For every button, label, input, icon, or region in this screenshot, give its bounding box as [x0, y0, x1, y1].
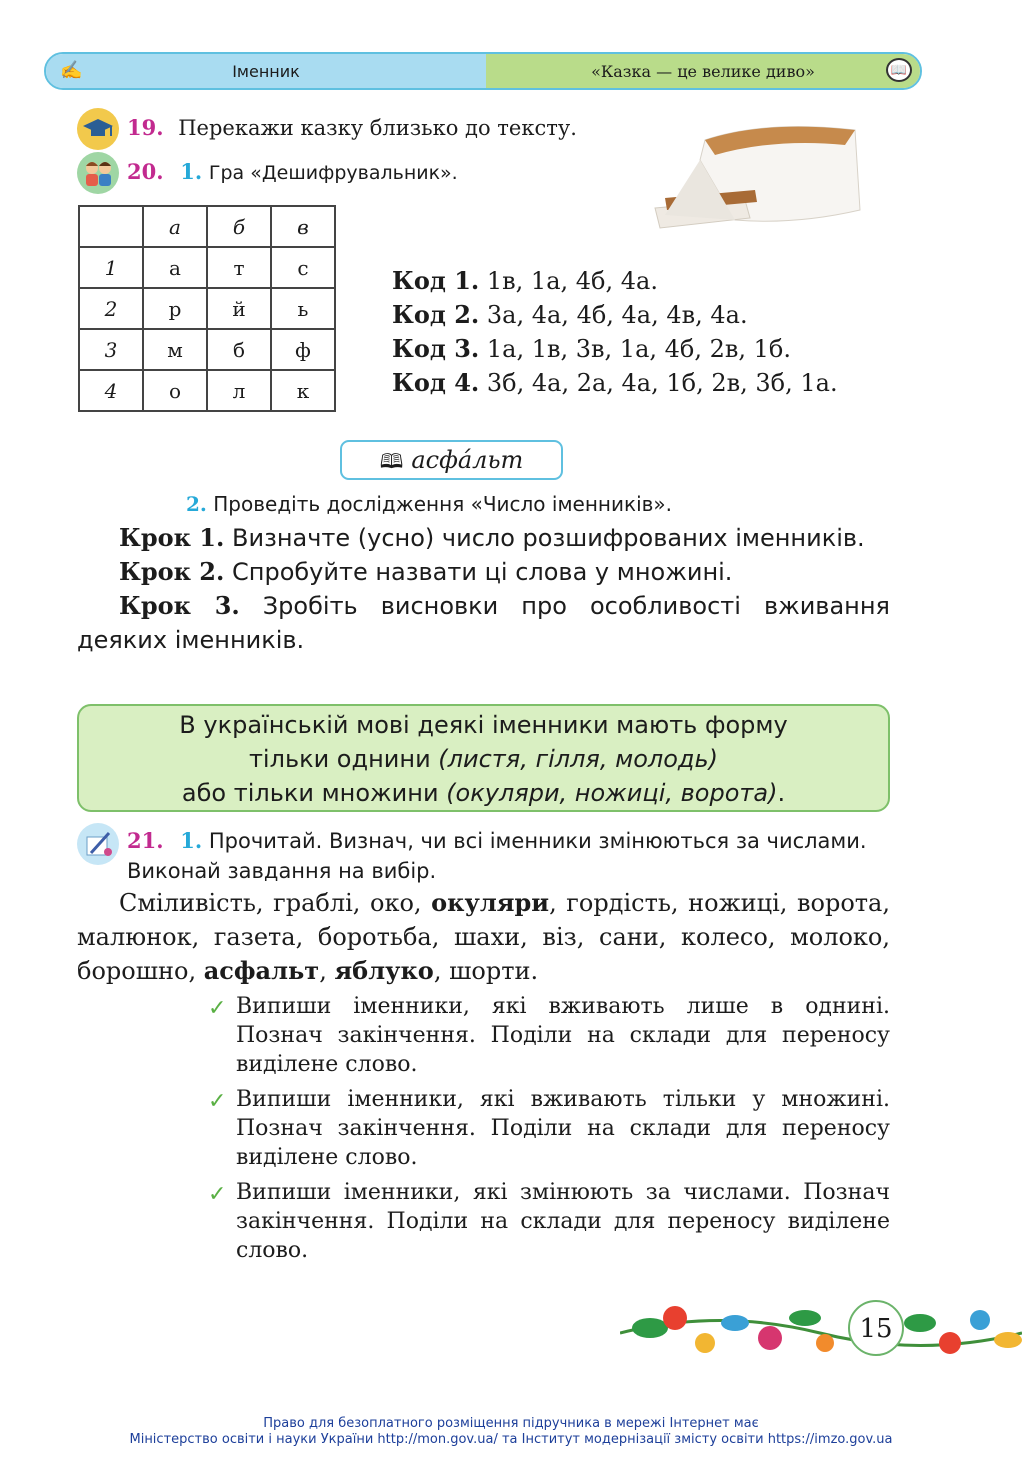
- words-plain: , шорти.: [433, 957, 539, 985]
- table-row: [79, 288, 335, 329]
- chapter-title: «Казка — це велике диво»: [591, 61, 815, 81]
- table-header-row: [79, 206, 335, 247]
- table-cell: а: [143, 247, 207, 288]
- instruction-text: Проведіть дослідження «Число іменників».: [213, 492, 673, 516]
- table-cell: т: [207, 247, 271, 288]
- options-list: [208, 992, 890, 1265]
- task-text: Прочитай. Визнач, чи всі іменники змінюються за числами. Виконай завдання на вибір.: [127, 829, 867, 883]
- highlighted-word: окуляри: [431, 888, 550, 917]
- table-cell: р: [143, 288, 207, 329]
- header-bar: [44, 52, 922, 90]
- rule-end: .: [777, 779, 786, 807]
- step-text: Визначте (усно) число розшифрованих іменників.: [232, 524, 865, 552]
- task-21: [127, 826, 890, 886]
- task-number: 20.: [127, 159, 164, 184]
- step-text: Зробіть висновки про особливості вживання деяких іменників.: [77, 592, 890, 654]
- word-list: [77, 886, 890, 988]
- rule-text: або тільки множини: [181, 779, 447, 807]
- footer-line-2: Міністерство освіти і науки України http://mon.gov.ua/ та Інститут модернізації змісту освіти https://imzo.gov.ua: [129, 1432, 893, 1447]
- header-left: [46, 54, 486, 88]
- code-label: Код 2.: [392, 300, 480, 329]
- floral-ornament: [620, 1288, 1022, 1378]
- task-text: Гра «Дешифрувальник».: [208, 162, 458, 184]
- task-number: 19.: [127, 115, 164, 140]
- step-label: Крок 1.: [119, 523, 225, 552]
- codes-list: [392, 264, 838, 400]
- table-header-cell: а: [143, 206, 207, 247]
- words-plain: ,: [319, 957, 335, 985]
- rule-box: [77, 704, 890, 812]
- checkmark-icon: ✓: [208, 996, 227, 1021]
- sub-task-number: 2.: [186, 492, 207, 516]
- bread-illustration: [645, 100, 870, 240]
- task-20: [127, 156, 458, 189]
- words-plain: Сміливість, граблі, око,: [119, 889, 432, 917]
- option-text: Випиши іменники, які вживають тільки у множині. Познач закінчення. Поділи на склади для переносу виділене слово.: [236, 1087, 890, 1170]
- table-row: [79, 370, 335, 411]
- task-19: [127, 112, 577, 144]
- rule-examples: (окуляри, ножиці, ворота): [446, 779, 778, 807]
- step-2: [77, 555, 890, 589]
- rule-line-1: В українській мові деякі іменники мають форму: [179, 711, 788, 739]
- option-item: [208, 1178, 890, 1265]
- steps-block: [77, 521, 890, 657]
- row-number-cell: 2: [79, 288, 143, 329]
- row-number-cell: 1: [79, 247, 143, 288]
- option-item: [208, 1085, 890, 1172]
- part-2-instruction: [186, 492, 672, 516]
- rule-line-2: [79, 742, 888, 776]
- pair-work-icon: [77, 152, 119, 194]
- page-number: 15: [848, 1300, 904, 1356]
- sub-task-number: 1.: [180, 828, 203, 853]
- rule-examples: (листя, гілля, молодь): [438, 745, 719, 773]
- table-cell: с: [271, 247, 335, 288]
- row-number-cell: 4: [79, 370, 143, 411]
- table-cell: й: [207, 288, 271, 329]
- option-text: Випиши іменники, які змінюють за числами. Познач закінчення. Поділи на склади для переносу виділене слово.: [236, 1180, 890, 1263]
- section-title: Іменник: [232, 61, 300, 81]
- checkmark-icon: ✓: [208, 1182, 227, 1207]
- dictionary-word-box: [340, 440, 563, 480]
- cipher-table: [78, 205, 336, 412]
- step-label: Крок 3.: [119, 591, 240, 620]
- table-header-cell: в: [271, 206, 335, 247]
- table-cell: о: [143, 370, 207, 411]
- rule-text: тільки однини: [248, 745, 439, 773]
- open-book-icon: 🕮: [379, 449, 404, 473]
- code-line: [392, 332, 838, 366]
- code-label: Код 4.: [392, 368, 480, 397]
- table-header-cell: [79, 206, 143, 247]
- table-cell: к: [271, 370, 335, 411]
- code-value: 3б, 4а, 2а, 4а, 1б, 2в, 3б, 1а.: [486, 369, 838, 397]
- checkmark-icon: ✓: [208, 1089, 227, 1114]
- table-cell: м: [143, 329, 207, 370]
- highlighted-word: яблуко: [334, 956, 434, 985]
- table-header-cell: б: [207, 206, 271, 247]
- table-row: [79, 247, 335, 288]
- table-cell: ь: [271, 288, 335, 329]
- dictionary-word: асфа́льт: [411, 446, 524, 474]
- highlighted-word: асфальт: [203, 956, 320, 985]
- task-text: Перекажи казку близько до тексту.: [178, 116, 577, 140]
- words-plain: , гордість, ножиці, ворота, малюнок, газета, боротьба, шахи, віз, сани, колесо, молоко, борошно,: [77, 889, 890, 985]
- pen-icon: ✍: [60, 60, 83, 81]
- step-text: Спробуйте назвати ці слова у множині.: [232, 558, 733, 586]
- task-number: 21.: [127, 828, 164, 853]
- table-row: [79, 329, 335, 370]
- code-label: Код 1.: [392, 266, 480, 295]
- option-item: [208, 992, 890, 1079]
- code-value: 1а, 1в, 3в, 1а, 4б, 2в, 1б.: [486, 335, 792, 363]
- graduation-cap-icon: [77, 108, 119, 150]
- rule-line-3: [79, 776, 888, 810]
- table-cell: б: [207, 329, 271, 370]
- step-1: [77, 521, 890, 555]
- code-line: [392, 264, 838, 298]
- writing-icon: [77, 823, 119, 865]
- book-icon: 📖: [886, 58, 912, 82]
- table-cell: ф: [271, 329, 335, 370]
- step-3: [77, 589, 890, 657]
- option-text: Випиши іменники, які вживають лише в однині. Познач закінчення. Поділи на склади для переносу виділене слово.: [236, 994, 890, 1077]
- code-label: Код 3.: [392, 334, 480, 363]
- sub-task-number: 1.: [180, 159, 203, 184]
- table-cell: л: [207, 370, 271, 411]
- header-right: [486, 54, 920, 88]
- row-number-cell: 3: [79, 329, 143, 370]
- code-value: 1в, 1а, 4б, 4а.: [486, 267, 658, 295]
- code-value: 3а, 4а, 4б, 4а, 4в, 4а.: [486, 301, 748, 329]
- footer-line-1: Право для безоплатного розміщення підручника в мережі Інтернет має: [263, 1416, 759, 1431]
- code-line: [392, 366, 838, 400]
- code-line: [392, 298, 838, 332]
- step-label: Крок 2.: [119, 557, 225, 586]
